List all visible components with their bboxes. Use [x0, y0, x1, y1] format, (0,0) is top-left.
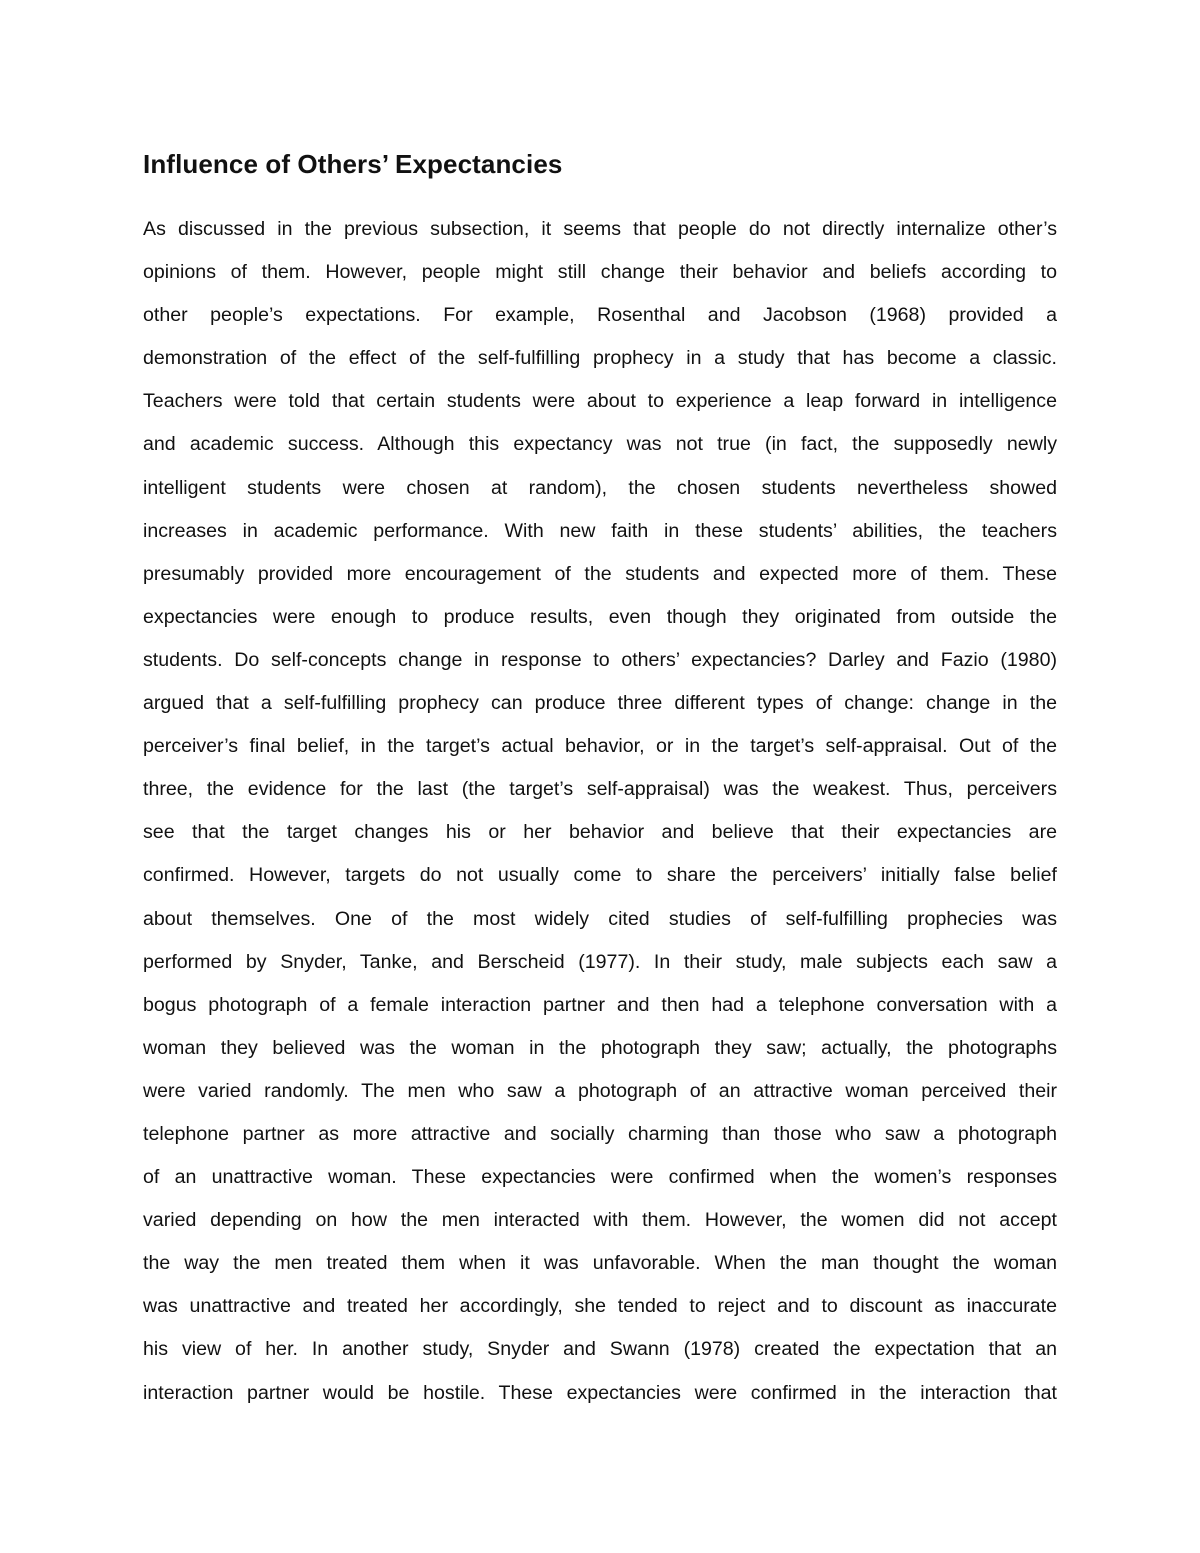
- text-line: perceiver’s final belief, in the target’s actual behavior, or in the target’s self-appraisal. Out of the: [143, 735, 1057, 758]
- text-line: were varied randomly. The men who saw a photograph of an attractive woman perceived their: [143, 1079, 1057, 1102]
- text-line: Teachers were told that certain students were about to experience a leap forward in intelligence: [143, 390, 1057, 413]
- text-line: performed by Snyder, Tanke, and Berscheid (1977). In their study, male subjects each saw a: [143, 950, 1057, 973]
- text-line: about themselves. One of the most widely cited studies of self-fulfilling prophecies was: [143, 907, 1057, 930]
- text-line: interaction partner would be hostile. These expectancies were confirmed in the interaction that: [143, 1381, 1057, 1404]
- text-line: varied depending on how the men interacted with them. However, the women did not accept: [143, 1209, 1057, 1232]
- text-line: was unattractive and treated her accordingly, she tended to reject and to discount as inaccurate: [143, 1295, 1057, 1318]
- text-line: As discussed in the previous subsection, it seems that people do not directly internalize other’s: [143, 218, 1057, 240]
- text-line: expectancies were enough to produce results, even though they originated from outside the: [143, 605, 1057, 628]
- text-line: confirmed. However, targets do not usually come to share the perceivers’ initially false belief: [143, 864, 1057, 887]
- text-line: bogus photograph of a female interaction partner and then had a telephone conversation with a: [143, 993, 1057, 1016]
- text-line: the way the men treated them when it was unfavorable. When the man thought the woman: [143, 1252, 1057, 1275]
- body-paragraph: [143, 208, 1057, 1415]
- text-line: other people’s expectations. For example, Rosenthal and Jacobson (1968) provided a: [143, 304, 1057, 327]
- text-line: increases in academic performance. With new faith in these students’ abilities, the teachers: [143, 519, 1057, 542]
- text-line: opinions of them. However, people might still change their behavior and beliefs according to: [143, 261, 1057, 284]
- text-line: intelligent students were chosen at random), the chosen students nevertheless showed: [143, 476, 1057, 499]
- text-line: woman they believed was the woman in the photograph they saw; actually, the photographs: [143, 1036, 1057, 1059]
- text-line: demonstration of the effect of the self-fulfilling prophecy in a study that has become a classic.: [143, 347, 1057, 370]
- text-line: three, the evidence for the last (the target’s self-appraisal) was the weakest. Thus, perceivers: [143, 778, 1057, 801]
- section-heading: Influence of Others’ Expectancies: [143, 149, 563, 179]
- text-line: telephone partner as more attractive and socially charming than those who saw a photograph: [143, 1122, 1057, 1145]
- text-line: see that the target changes his or her behavior and believe that their expectancies are: [143, 821, 1057, 844]
- text-line: of an unattractive woman. These expectancies were confirmed when the women’s responses: [143, 1166, 1057, 1189]
- text-line: students. Do self-concepts change in response to others’ expectancies? Darley and Fazio (1980): [143, 648, 1057, 671]
- text-line: and academic success. Although this expectancy was not true (in fact, the supposedly newly: [143, 433, 1057, 456]
- text-line: argued that a self-fulfilling prophecy can produce three different types of change: change in the: [143, 692, 1057, 715]
- text-line: presumably provided more encouragement of the students and expected more of them. These: [143, 562, 1057, 585]
- text-line: his view of her. In another study, Snyder and Swann (1978) created the expectation that an: [143, 1338, 1057, 1361]
